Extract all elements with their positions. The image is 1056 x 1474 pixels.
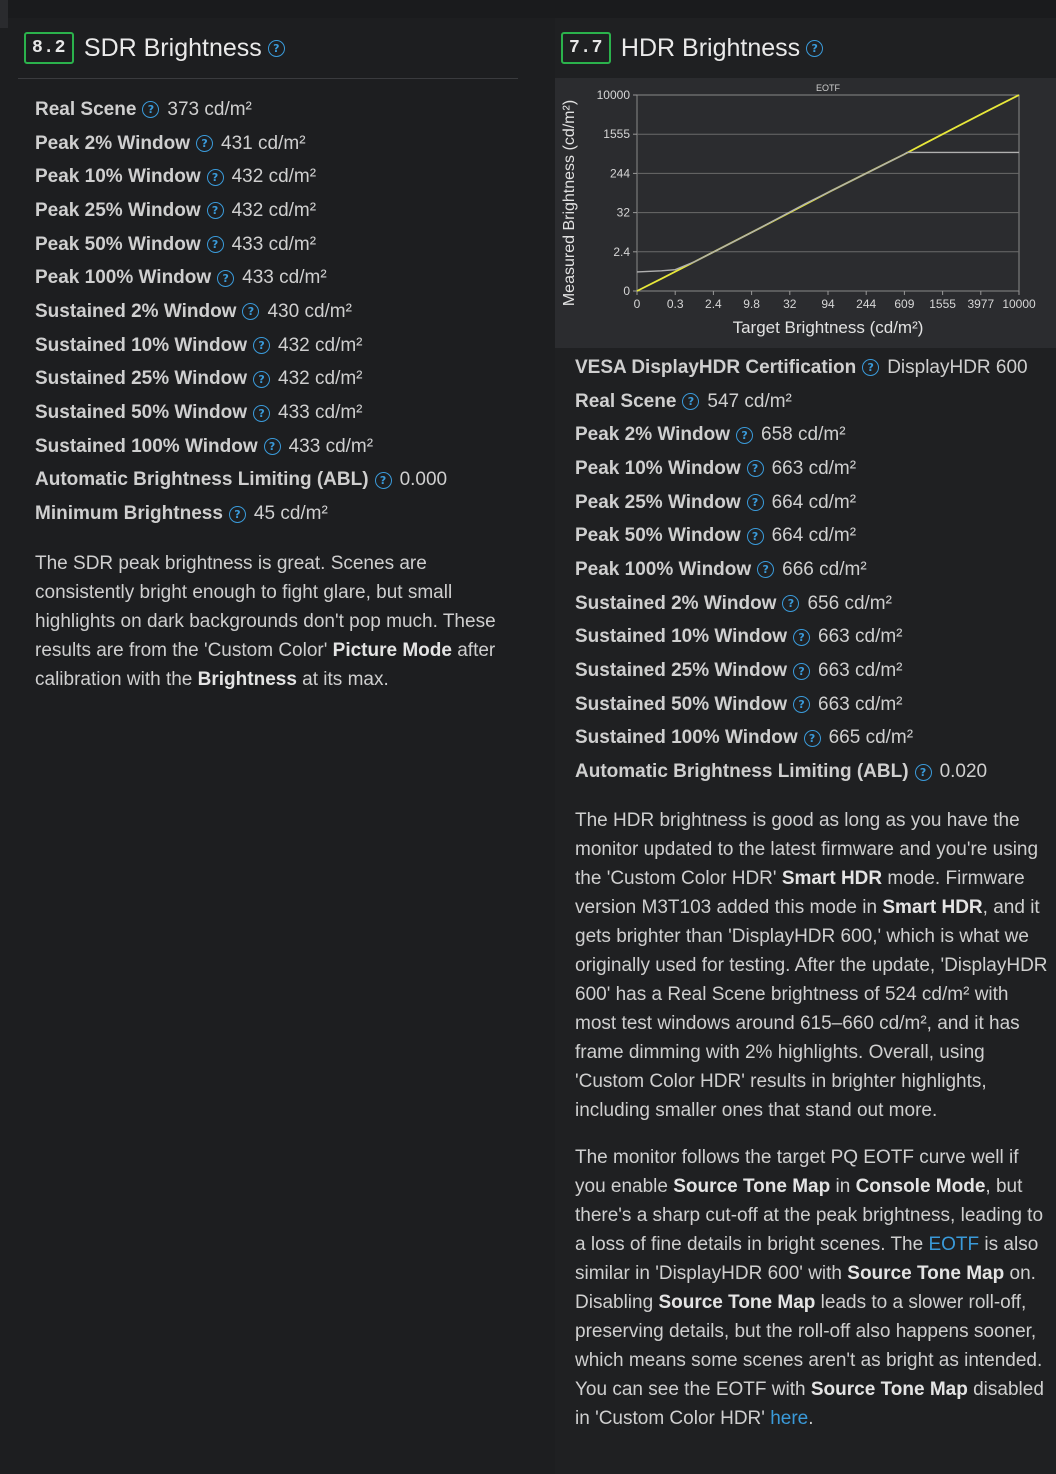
result-value: 373 cd/m² [167, 98, 252, 120]
result-label: Sustained 2% Window [575, 592, 777, 614]
result-row [575, 621, 1056, 655]
result-value: 432 cd/m² [278, 334, 363, 356]
result-label: Automatic Brightness Limiting (ABL) [35, 469, 369, 491]
result-value: 432 cd/m² [231, 166, 317, 188]
question-circle-icon[interactable]: ? [747, 460, 764, 477]
x-tick-label: 1555 [929, 297, 956, 311]
result-label: Sustained 50% Window [35, 402, 248, 424]
question-circle-icon[interactable]: ? [253, 405, 270, 422]
x-tick-label: 244 [856, 297, 877, 311]
question-circle-icon[interactable]: ? [207, 202, 224, 219]
eotf-chart[interactable] [555, 78, 1056, 348]
text-bold: Brightness [197, 668, 297, 690]
here-link[interactable]: here [770, 1407, 809, 1429]
x-tick-label: 3977 [967, 297, 995, 311]
y-tick-label: 244 [609, 166, 630, 181]
sdr-score-badge: 8.2 [24, 32, 74, 64]
top-bar [0, 0, 1056, 18]
result-row [575, 755, 1056, 789]
sdr-description [18, 549, 518, 694]
hdr-description-2 [555, 1143, 1056, 1433]
question-circle-icon[interactable]: ? [142, 101, 159, 118]
result-row [575, 587, 1056, 621]
result-label: Peak 50% Window [35, 233, 201, 255]
result-row [575, 553, 1056, 587]
question-circle-icon[interactable]: ? [757, 561, 774, 578]
result-label: Sustained 10% Window [575, 626, 788, 648]
result-label: Sustained 25% Window [575, 660, 788, 682]
question-circle-icon[interactable]: ? [793, 663, 810, 680]
question-circle-icon[interactable]: ? [747, 528, 764, 545]
result-label: Sustained 25% Window [35, 368, 248, 390]
result-label: Peak 50% Window [575, 525, 741, 547]
text: The HDR brightness is good as long as you have the monitor updated to the latest firmware and you're using the 'Custom Color HDR' [575, 809, 1039, 889]
result-label: Peak 10% Window [35, 166, 201, 188]
result-row [575, 452, 1056, 486]
result-row [35, 363, 518, 397]
text: is also similar in 'DisplayHDR 600' with [575, 1233, 1039, 1284]
result-value: 664 cd/m² [771, 491, 857, 513]
result-label: Peak 2% Window [35, 132, 191, 154]
result-label: Peak 25% Window [35, 199, 201, 221]
result-label: Peak 10% Window [575, 457, 741, 479]
x-tick-label: 10000 [1002, 297, 1036, 311]
result-value: 433 cd/m² [242, 267, 327, 289]
result-row [35, 261, 518, 295]
eotf-chart-svg [555, 78, 1056, 348]
question-circle-icon[interactable]: ? [207, 236, 224, 253]
result-row [575, 688, 1056, 722]
result-label: Real Scene [575, 390, 677, 412]
text-bold: Console Mode [855, 1175, 986, 1197]
question-circle-icon[interactable]: ? [804, 730, 821, 747]
text-bold: Smart HDR [882, 896, 983, 918]
text: The monitor follows the target PQ EOTF curve well if you enable [575, 1146, 1019, 1197]
question-circle-icon[interactable]: ? [268, 40, 285, 57]
question-circle-icon[interactable]: ? [207, 169, 224, 186]
text-bold: Smart HDR [781, 867, 883, 889]
result-value: 433 cd/m² [288, 435, 374, 457]
text: , but there's a sharp cut-off at the peak brightness, leading to a loss of fine details in bright scenes. The [575, 1175, 1044, 1255]
text: on. Disabling [575, 1262, 1036, 1313]
sdr-results-list [18, 93, 518, 531]
text: The SDR peak brightness is great. Scenes are consistently bright enough to fight glare, but small highlights on dark backgrounds don't pop much. These results are from the 'Custom Color' [35, 552, 496, 661]
hdr-description-1 [555, 806, 1056, 1125]
text-bold: Picture Mode [332, 639, 452, 661]
sdr-title: SDR Brightness [83, 33, 262, 62]
x-tick-label: 609 [894, 297, 915, 311]
result-value: 658 cd/m² [761, 424, 846, 446]
question-circle-icon[interactable]: ? [862, 359, 879, 376]
question-circle-icon[interactable]: ? [782, 595, 799, 612]
question-circle-icon[interactable]: ? [793, 629, 810, 646]
text: . [808, 1407, 814, 1429]
result-row [35, 396, 518, 430]
result-label: Sustained 10% Window [35, 334, 248, 356]
result-value: 433 cd/m² [278, 402, 363, 424]
result-row [35, 329, 518, 363]
result-label: Peak 2% Window [575, 424, 731, 446]
result-value: 433 cd/m² [231, 233, 317, 255]
y-tick-label: 1555 [603, 127, 630, 142]
hdr-results-list [555, 351, 1056, 789]
result-label: Real Scene [35, 98, 137, 120]
y-tick-label: 2.4 [613, 244, 630, 259]
result-row [575, 486, 1056, 520]
result-label: Peak 100% Window [35, 267, 212, 289]
question-circle-icon[interactable]: ? [264, 438, 281, 455]
result-value: DisplayHDR 600 [887, 356, 1028, 378]
result-label: Sustained 100% Window [35, 435, 258, 457]
window-edge [0, 0, 8, 28]
sdr-heading [18, 18, 518, 78]
result-label: Sustained 2% Window [35, 300, 237, 322]
result-value: 431 cd/m² [221, 132, 306, 154]
sdr-section [18, 18, 518, 694]
text: leads to a slower roll-off, preserving details, but the roll-off also happens sooner, which means some scenes aren't as bright as intended. You can see the EOTF with [575, 1291, 1043, 1400]
x-tick-label: 0 [633, 297, 641, 311]
question-circle-icon[interactable]: ? [915, 764, 932, 781]
result-value: 665 cd/m² [828, 727, 914, 749]
x-tick-label: 32 [783, 297, 797, 311]
x-tick-label: 94 [821, 297, 835, 311]
hdr-score-badge: 7.7 [561, 32, 611, 64]
result-row [575, 722, 1056, 756]
result-value: 547 cd/m² [707, 390, 792, 412]
question-circle-icon[interactable]: ? [736, 427, 753, 444]
question-circle-icon[interactable]: ? [793, 696, 810, 713]
result-row [35, 295, 518, 329]
y-tick-label: 10000 [596, 88, 630, 102]
result-value: 430 cd/m² [267, 300, 352, 322]
x-tick-label: 0.3 [666, 297, 684, 311]
result-row [35, 497, 518, 531]
y-axis-label: Measured Brightness (cd/m²) [561, 99, 578, 307]
result-value: 45 cd/m² [253, 503, 328, 525]
text-bold: Source Tone Map [810, 1378, 968, 1400]
result-row [575, 418, 1056, 452]
result-value: 432 cd/m² [231, 199, 317, 221]
result-row [575, 351, 1056, 385]
hdr-title: HDR Brightness [620, 33, 801, 62]
eotf-link[interactable]: EOTF [928, 1233, 980, 1255]
result-value: 663 cd/m² [818, 626, 903, 648]
question-circle-icon[interactable]: ? [217, 270, 234, 287]
result-value: 0.020 [939, 761, 988, 783]
question-circle-icon[interactable]: ? [253, 371, 270, 388]
chart-title: EOTF [816, 83, 840, 93]
result-row [575, 519, 1056, 553]
result-label: VESA DisplayHDR Certification [575, 356, 857, 378]
text-bold: Source Tone Map [847, 1262, 1005, 1284]
text-bold: Source Tone Map [658, 1291, 816, 1313]
result-value: 664 cd/m² [771, 525, 857, 547]
text-bold: Source Tone Map [673, 1175, 831, 1197]
text: after calibration with the [35, 639, 496, 690]
result-row [35, 93, 518, 127]
text: in [830, 1175, 856, 1197]
question-circle-icon[interactable]: ? [242, 303, 259, 320]
text: , and it gets brighter than 'DisplayHDR 600,' which is what we originally used for testing. After the update, 'DisplayHDR 600' has a Real Scene brightness of 524 cd/m² with most test windows around 615–660 cd/m², and it has frame dimming with 2% highlights. Overall, using 'Custom Color HDR' results in brighter highlights, including smaller ones that stand out more. [575, 896, 1048, 1121]
result-label: Peak 25% Window [575, 491, 741, 513]
result-label: Automatic Brightness Limiting (ABL) [575, 761, 909, 783]
result-value: 656 cd/m² [807, 592, 892, 614]
y-tick-label: 32 [616, 205, 630, 220]
result-value: 663 cd/m² [818, 660, 903, 682]
result-row [575, 385, 1056, 419]
x-axis-label: Target Brightness (cd/m²) [732, 318, 924, 337]
hdr-heading [555, 18, 1056, 78]
text: mode. Firmware version M3T103 added this mode in [575, 867, 1025, 918]
question-circle-icon[interactable]: ? [253, 337, 270, 354]
result-label: Peak 100% Window [575, 558, 752, 580]
x-tick-label: 9.8 [743, 297, 760, 311]
divider [18, 78, 518, 79]
result-label: Minimum Brightness [35, 503, 223, 525]
text: disabled in 'Custom Color HDR' [575, 1378, 1044, 1429]
question-circle-icon[interactable]: ? [375, 472, 392, 489]
hdr-section [555, 18, 1056, 1474]
question-circle-icon[interactable]: ? [229, 506, 246, 523]
result-row [35, 160, 518, 194]
result-value: 0.000 [399, 469, 448, 491]
y-tick-label: 0 [623, 284, 630, 298]
result-label: Sustained 50% Window [575, 693, 788, 715]
question-circle-icon[interactable]: ? [682, 393, 699, 410]
question-circle-icon[interactable]: ? [196, 135, 213, 152]
result-row [35, 228, 518, 262]
result-label: Sustained 100% Window [575, 727, 798, 749]
result-row [35, 127, 518, 161]
result-row [35, 194, 518, 228]
result-value: 663 cd/m² [771, 457, 857, 479]
x-tick-label: 2.4 [705, 297, 722, 311]
result-row [35, 464, 518, 498]
result-row [575, 654, 1056, 688]
question-circle-icon[interactable]: ? [806, 40, 823, 57]
hdr-body [555, 351, 1056, 1433]
result-row [35, 430, 518, 464]
text: at its max. [296, 668, 389, 690]
result-value: 663 cd/m² [818, 693, 903, 715]
result-value: 666 cd/m² [782, 558, 867, 580]
question-circle-icon[interactable]: ? [747, 494, 764, 511]
result-value: 432 cd/m² [278, 368, 363, 390]
